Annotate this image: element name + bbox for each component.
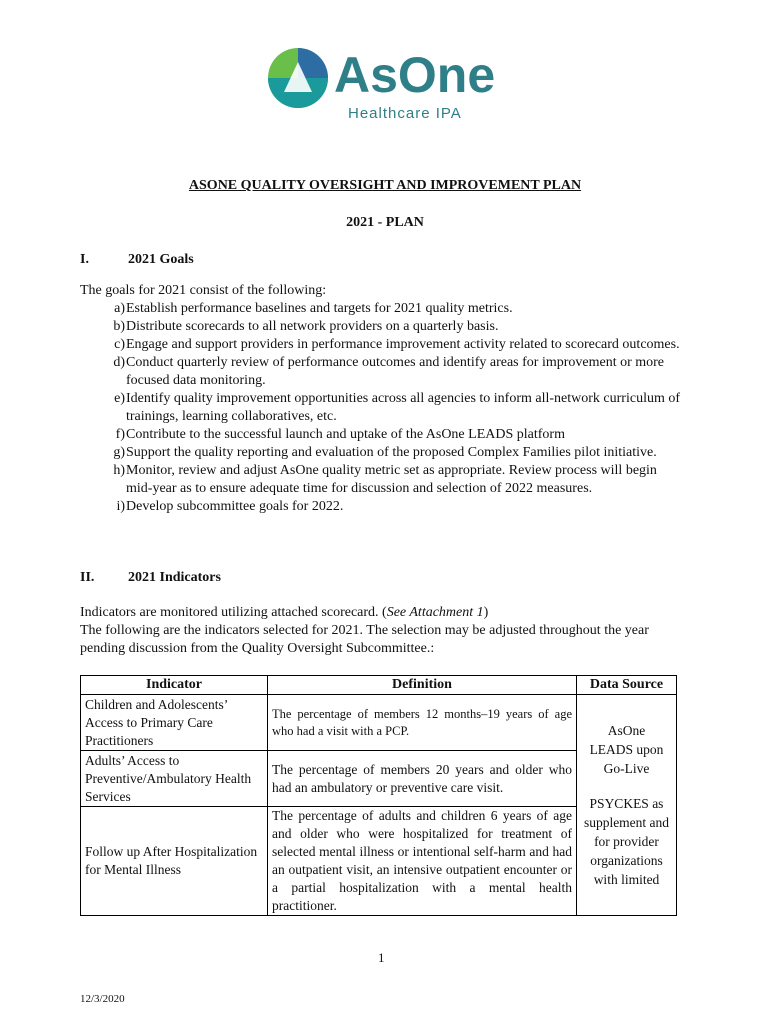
data-source-cell bbox=[577, 695, 677, 916]
section-1-title: 2021 Goals bbox=[128, 252, 194, 267]
plan-year: 2021 - PLAN bbox=[346, 215, 424, 230]
section-1-number: I. bbox=[80, 252, 89, 267]
goal-item bbox=[80, 444, 680, 462]
indicators-intro-text: Indicators are monitored utilizing attached scorecard. ( bbox=[80, 605, 387, 620]
indicators-selection-note: The following are the indicators selected for 2021. The selection may be adjusted throughout the year pending discussion from the Quality Oversight Subcommittee.: bbox=[80, 623, 649, 656]
section-1-heading bbox=[80, 252, 194, 268]
attachment-reference: See Attachment 1 bbox=[386, 605, 484, 620]
goal-marker: g) bbox=[113, 445, 125, 460]
logo-tagline: Healthcare IPA bbox=[348, 105, 462, 122]
goal-item bbox=[80, 300, 680, 318]
indicator-cell: Children and Adolescents’ Access to Primary Care Practitioners bbox=[81, 695, 268, 751]
definition-cell: The percentage of members 12 months–19 years of age who had a visit with a PCP. bbox=[268, 695, 577, 751]
goal-item bbox=[80, 462, 680, 498]
goal-text: Engage and support providers in performance improvement activity related to scorecard outcomes. bbox=[126, 337, 680, 352]
section-2-heading bbox=[80, 570, 221, 586]
goal-item bbox=[80, 390, 680, 426]
header-indicator: Indicator bbox=[81, 676, 268, 695]
table-row bbox=[81, 695, 677, 751]
asone-logo-graphic bbox=[262, 40, 512, 135]
document-title: ASONE QUALITY OVERSIGHT AND IMPROVEMENT PLAN bbox=[188, 178, 582, 193]
goal-text: Conduct quarterly review of performance outcomes and identify areas for improvement or more focused data monitoring. bbox=[126, 355, 665, 388]
indicator-cell: Follow up After Hospitalization for Mental Illness bbox=[81, 807, 268, 916]
goal-text: Identify quality improvement opportunities across all agencies to inform all-network curriculum of trainings, learning collaboratives, etc. bbox=[126, 391, 681, 424]
data-source-primary: AsOne LEADS upon Go-Live bbox=[589, 723, 664, 776]
goals-list bbox=[80, 300, 680, 516]
section-2-title: 2021 Indicators bbox=[128, 570, 221, 585]
goal-text: Contribute to the successful launch and uptake of the AsOne LEADS platform bbox=[126, 427, 565, 442]
indicators-intro bbox=[80, 604, 680, 658]
goal-marker: i) bbox=[116, 499, 125, 514]
goal-marker: e) bbox=[114, 391, 125, 406]
goal-item bbox=[80, 498, 680, 516]
asone-logo bbox=[262, 40, 512, 135]
goal-text: Monitor, review and adjust AsOne quality metric set as appropriate. Review process will begin mid-year as to ensure adequate time for discussion and selection of 2022 measures. bbox=[126, 463, 657, 496]
footer-date: 12/3/2020 bbox=[80, 993, 125, 1005]
goal-marker: c) bbox=[114, 337, 125, 352]
section-2-number: II. bbox=[80, 570, 95, 585]
definition-cell: The percentage of adults and children 6 years of age and older who were hospitalized for treatment of selected mental illness or intentional self-harm and had an outpatient visit, an intensive outpatient encounter or a partial hospitalization with a mental health practitioner. bbox=[268, 807, 577, 916]
goal-item bbox=[80, 426, 680, 444]
goal-text: Distribute scorecards to all network providers on a quarterly basis. bbox=[126, 319, 499, 334]
goal-marker: d) bbox=[113, 355, 125, 370]
indicators-table bbox=[80, 675, 677, 916]
table-header-row bbox=[81, 676, 677, 695]
definition-cell: The percentage of members 20 years and older who had an ambulatory or preventive care visit. bbox=[268, 751, 577, 807]
goal-marker: b) bbox=[113, 319, 125, 334]
goal-marker: h) bbox=[113, 463, 125, 478]
goal-marker: f) bbox=[115, 427, 125, 442]
goal-item bbox=[80, 354, 680, 390]
page-number: 1 bbox=[378, 950, 385, 965]
goal-text: Develop subcommittee goals for 2022. bbox=[126, 499, 344, 514]
indicator-cell: Adults’ Access to Preventive/Ambulatory Health Services bbox=[81, 751, 268, 807]
goal-text: Establish performance baselines and targets for 2021 quality metrics. bbox=[126, 301, 513, 316]
data-source-supplement: PSYCKES as supplement and for provider organizations with limited bbox=[583, 796, 670, 887]
header-data-source: Data Source bbox=[577, 676, 677, 695]
goal-text: Support the quality reporting and evaluation of the proposed Complex Families pilot initiative. bbox=[126, 445, 657, 460]
goals-intro: The goals for 2021 consist of the following: bbox=[80, 283, 327, 298]
goal-item bbox=[80, 336, 680, 354]
header-definition: Definition bbox=[268, 676, 577, 695]
logo-wordmark: AsOne bbox=[334, 47, 496, 103]
indicators-intro-suffix: ) bbox=[483, 605, 489, 620]
goal-item bbox=[80, 318, 680, 336]
goal-marker: a) bbox=[114, 301, 125, 316]
